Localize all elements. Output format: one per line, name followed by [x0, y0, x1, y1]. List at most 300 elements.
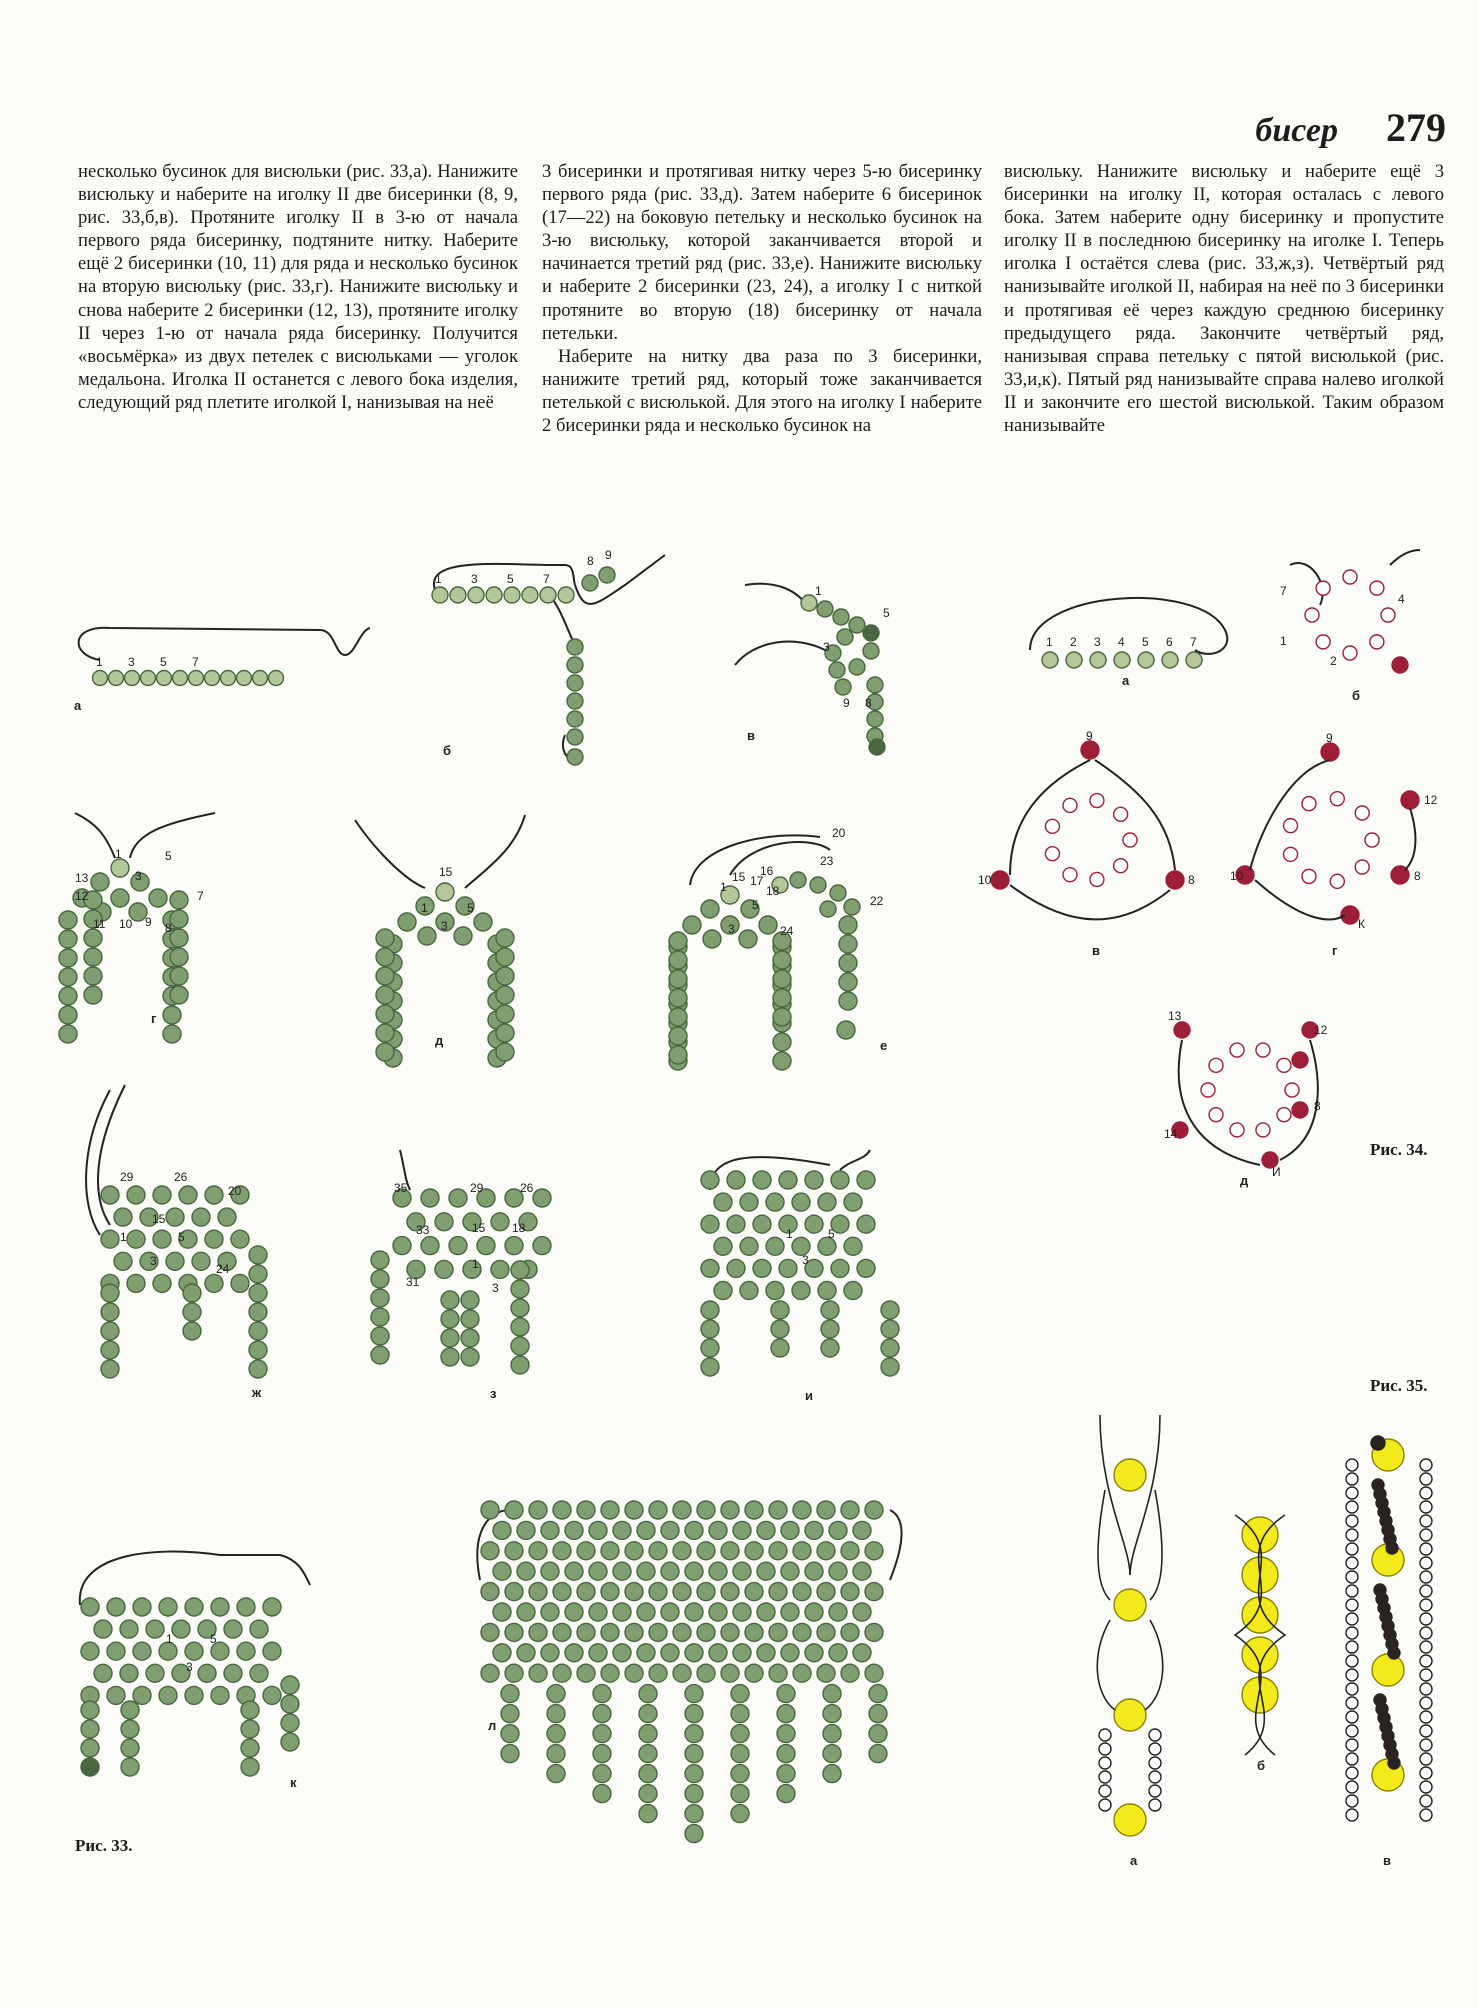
bead	[205, 1274, 223, 1292]
bead	[823, 1685, 841, 1703]
bead-number: 5	[1142, 635, 1149, 649]
bead	[418, 927, 436, 945]
bead	[1321, 743, 1339, 761]
bead	[101, 1230, 119, 1248]
bead	[101, 1186, 119, 1204]
bead	[567, 657, 583, 673]
bead	[173, 671, 188, 686]
bead	[517, 1603, 535, 1621]
bead	[376, 1043, 394, 1061]
bead	[792, 1193, 810, 1211]
bead	[547, 1765, 565, 1783]
bead	[589, 1603, 607, 1621]
bead	[149, 889, 167, 907]
bead	[731, 1805, 749, 1823]
bead	[697, 1542, 715, 1560]
thread	[1405, 808, 1415, 870]
bead-number: 1	[720, 880, 727, 894]
bead	[141, 671, 156, 686]
bead	[810, 877, 826, 893]
bead	[496, 1043, 514, 1061]
bead	[1420, 1669, 1432, 1681]
bead	[183, 1303, 201, 1321]
panel-letter: а	[1122, 673, 1130, 688]
bead	[81, 1642, 99, 1660]
bead	[1392, 657, 1408, 673]
bead	[649, 1542, 667, 1560]
fig33-panel-k	[70, 1525, 360, 1795]
bead	[805, 1603, 823, 1621]
bead	[727, 1171, 745, 1189]
bead	[1114, 807, 1128, 821]
bead	[1420, 1529, 1432, 1541]
bead	[281, 1695, 299, 1713]
bead	[491, 1213, 509, 1231]
bead	[1343, 570, 1357, 584]
bead	[517, 1521, 535, 1539]
bead	[625, 1664, 643, 1682]
paragraph: 3 бисеринки и протягивая нитку через 5-ю бисеринку первого ряда (рис. 33,д). Затем наберите 6 бисеринок (17—22) на боковую петельку и несколько бусинок на 3-ю висюльку, которой заканчивается второй и начинается третий ряд (рис. 33,е). Нанижите висюльку и наберите 2 бисеринки (23, 24), а иголку I с ниткой протяните во вторую (18) бисеринку от начала петельки.	[542, 161, 982, 344]
bead	[558, 587, 574, 603]
bead	[757, 1603, 775, 1621]
bead	[625, 1542, 643, 1560]
bead	[547, 1685, 565, 1703]
bead-group	[669, 826, 884, 1070]
bead	[81, 1701, 99, 1719]
bead	[1346, 1557, 1358, 1569]
bead	[133, 1598, 151, 1616]
bead	[1346, 1669, 1358, 1681]
bead	[541, 1603, 559, 1621]
thread	[130, 813, 215, 858]
bead	[127, 1186, 145, 1204]
bead	[81, 1598, 99, 1616]
bead	[701, 1259, 719, 1277]
bead	[1230, 1043, 1244, 1057]
bead	[637, 1562, 655, 1580]
bead	[1346, 1655, 1358, 1667]
bead	[153, 1230, 171, 1248]
bead	[685, 1705, 703, 1723]
bead-group	[371, 1150, 551, 1374]
fig35-panel-a	[1080, 1415, 1190, 1870]
bead-group	[477, 1501, 901, 1843]
fig34-caption: Рис. 34.	[1370, 1140, 1428, 1159]
bead	[1346, 1753, 1358, 1765]
bead	[376, 929, 394, 947]
bead	[831, 1259, 849, 1277]
bead	[1420, 1515, 1432, 1527]
bead	[1346, 1529, 1358, 1541]
bead	[841, 1664, 859, 1682]
bead	[121, 1701, 139, 1719]
bead	[731, 1725, 749, 1743]
bead	[639, 1745, 657, 1763]
bead	[59, 987, 77, 1005]
bead-number: 3	[135, 869, 142, 883]
bead-number: 1	[1046, 635, 1053, 649]
bead	[721, 1583, 739, 1601]
bead	[376, 948, 394, 966]
bead	[709, 1521, 727, 1539]
bead	[553, 1623, 571, 1641]
bead	[241, 1701, 259, 1719]
bead	[1420, 1753, 1432, 1765]
bead	[759, 916, 777, 934]
bead	[593, 1745, 611, 1763]
bead	[701, 1301, 719, 1319]
bead	[237, 1598, 255, 1616]
bead	[101, 1284, 119, 1302]
thread	[1145, 1620, 1163, 1710]
bead-group	[1235, 1515, 1285, 1755]
bead	[449, 1237, 467, 1255]
bead-number: 7	[1280, 584, 1287, 598]
bead	[441, 1329, 459, 1347]
bead	[625, 1583, 643, 1601]
bead	[769, 1583, 787, 1601]
bead	[1388, 1757, 1400, 1769]
bead-number: 9	[605, 548, 612, 562]
bead	[107, 1642, 125, 1660]
bead	[170, 986, 188, 1004]
bead	[817, 1623, 835, 1641]
fig34-panel-g	[1230, 730, 1460, 960]
bead	[94, 1620, 112, 1638]
bead	[253, 671, 268, 686]
bead	[820, 901, 836, 917]
bead-number: 8	[865, 696, 872, 710]
bead	[1045, 819, 1059, 833]
bead-number: 1	[815, 584, 822, 598]
bead	[669, 1046, 687, 1064]
bead	[637, 1603, 655, 1621]
fig34-panel-b	[1270, 545, 1450, 705]
bead-number: 5	[467, 901, 474, 915]
bead	[1330, 792, 1344, 806]
bead-number: 23	[820, 854, 834, 868]
bead	[709, 1562, 727, 1580]
bead	[673, 1623, 691, 1641]
bead-group	[80, 1552, 310, 1776]
panel-letter: в	[1383, 1853, 1391, 1868]
bead	[263, 1686, 281, 1704]
bead	[781, 1603, 799, 1621]
bead	[1346, 1487, 1358, 1499]
bead-number: 1	[166, 1632, 173, 1646]
bead	[637, 1644, 655, 1662]
bead	[669, 932, 687, 950]
bead-number: 2	[1070, 635, 1077, 649]
bead	[481, 1623, 499, 1641]
bead	[376, 986, 394, 1004]
bead	[84, 929, 102, 947]
bead	[661, 1644, 679, 1662]
fig33-panel-l	[470, 1470, 930, 1880]
bead	[865, 1501, 883, 1519]
bead	[241, 1758, 259, 1776]
bead	[625, 1623, 643, 1641]
paragraph: несколько бусинок для висюльки (рис. 33,а). Нанижите висюльку и наберите на иголку II две бисеринки (8, 9, рис. 33,б,в). Протяните иголку II в 3-ю от начала первого ряда бисеринку, подтяните нитку. Наберите ещё 2 бисеринки (10, 11) для ряда и несколько бусинок на вторую висюльку (рис. 33,г). Нанижите висюльку и снова наберите 2 бисеринки (12, 13), протяните иголку II через 1-ю от начала ряда бисеринку. Получится «восьмёрка» из двух петелек с висюльками — уголок медальона. Иголка II останется с левого бока изделия, следующий ряд плетите иголкой I, нанизывая на неё	[78, 161, 518, 413]
bead-number: 3	[728, 922, 735, 936]
bead	[84, 967, 102, 985]
bead	[853, 1562, 871, 1580]
bead-number: 18	[766, 884, 780, 898]
bead	[183, 1284, 201, 1302]
bead	[157, 671, 172, 686]
bead	[773, 1052, 791, 1070]
bead	[1114, 859, 1128, 873]
bead	[1346, 1711, 1358, 1723]
bead	[127, 1274, 145, 1292]
bead	[817, 1664, 835, 1682]
bead	[529, 1542, 547, 1560]
bead	[669, 951, 687, 969]
bead	[249, 1284, 267, 1302]
bead	[669, 970, 687, 988]
bead	[881, 1301, 899, 1319]
bead-number: 13	[75, 871, 89, 885]
bead	[777, 1765, 795, 1783]
bead	[757, 1562, 775, 1580]
bead	[1371, 1436, 1385, 1450]
bead	[468, 587, 484, 603]
bead	[601, 1583, 619, 1601]
bead	[1149, 1785, 1161, 1797]
bead	[727, 1215, 745, 1233]
bead	[857, 1215, 875, 1233]
bead	[486, 587, 502, 603]
bead	[237, 671, 252, 686]
bead	[697, 1501, 715, 1519]
bead	[829, 662, 845, 678]
bead	[567, 693, 583, 709]
bead-number: 1	[786, 1227, 793, 1241]
bead	[577, 1664, 595, 1682]
bead	[263, 1642, 281, 1660]
bead	[454, 927, 472, 945]
bead	[833, 609, 849, 625]
bead	[1346, 1585, 1358, 1597]
bead-number: 20	[228, 1184, 242, 1198]
bead	[757, 1521, 775, 1539]
bead	[170, 967, 188, 985]
thread	[1097, 1620, 1115, 1710]
thread	[1390, 550, 1420, 565]
bead-number: 10	[1230, 869, 1244, 883]
bead	[1420, 1487, 1432, 1499]
panel-letter: б	[443, 743, 452, 758]
bead	[613, 1562, 631, 1580]
bead	[505, 1664, 523, 1682]
bead	[839, 973, 857, 991]
bead	[461, 1329, 479, 1347]
bead	[703, 930, 721, 948]
bead	[101, 1341, 119, 1359]
bead	[857, 1259, 875, 1277]
bead	[766, 1193, 784, 1211]
bead-number: 20	[832, 826, 846, 840]
bead	[59, 949, 77, 967]
bead	[1420, 1599, 1432, 1611]
bead	[1042, 652, 1058, 668]
bead	[281, 1733, 299, 1751]
bead	[839, 935, 857, 953]
bead	[567, 711, 583, 727]
bead-group	[432, 548, 665, 765]
bead	[1284, 819, 1298, 833]
bead	[170, 891, 188, 909]
bead	[1370, 581, 1384, 595]
bead-group	[1030, 598, 1227, 668]
bead	[533, 1237, 551, 1255]
bead-number: 14	[1164, 1127, 1178, 1141]
bead	[1090, 652, 1106, 668]
bead	[823, 1745, 841, 1763]
bead-number: 9	[1086, 729, 1093, 743]
bead	[853, 1603, 871, 1621]
bead	[449, 1189, 467, 1207]
bead	[1256, 1043, 1270, 1057]
bead	[529, 1664, 547, 1682]
fig35-panel-b	[1215, 1515, 1305, 1775]
bead	[1346, 1473, 1358, 1485]
panel-letter: д	[435, 1033, 444, 1048]
bead	[185, 1642, 203, 1660]
bead	[553, 1664, 571, 1682]
bead	[740, 1237, 758, 1255]
bead	[863, 625, 879, 641]
bead-number: 3	[128, 655, 135, 669]
bead	[185, 1686, 203, 1704]
bead-number: 12	[75, 889, 89, 903]
bead	[829, 1603, 847, 1621]
bead-number: 5	[507, 572, 514, 586]
bead	[1420, 1585, 1432, 1597]
bead	[1346, 1543, 1358, 1555]
bead	[1302, 869, 1316, 883]
bead	[133, 1642, 151, 1660]
bead	[249, 1360, 267, 1378]
bead	[192, 1208, 210, 1226]
bead	[839, 916, 857, 934]
bead	[793, 1623, 811, 1641]
bead-group	[59, 813, 215, 1043]
page-header	[1255, 104, 1446, 151]
bead	[1099, 1785, 1111, 1797]
bead	[1365, 833, 1379, 847]
bead-number: 15	[152, 1212, 166, 1226]
bead	[1099, 1799, 1111, 1811]
fig35-caption: Рис. 35.	[1370, 1376, 1428, 1395]
bead	[769, 1542, 787, 1560]
bead	[121, 1739, 139, 1757]
bead	[1420, 1697, 1432, 1709]
bead	[709, 1603, 727, 1621]
bead-number: 10	[119, 917, 133, 931]
bead	[697, 1623, 715, 1641]
bead	[91, 873, 109, 891]
bead	[669, 1008, 687, 1026]
bead-number: 22	[870, 894, 884, 908]
thread	[840, 1150, 870, 1170]
bead	[501, 1725, 519, 1743]
bead	[1346, 1613, 1358, 1625]
bead	[991, 871, 1009, 889]
bead	[170, 948, 188, 966]
bead-number: 12	[1424, 793, 1438, 807]
bead	[393, 1237, 411, 1255]
bead	[589, 1644, 607, 1662]
bead	[818, 1282, 836, 1300]
bead-number: 26	[174, 1170, 188, 1184]
bead	[740, 1193, 758, 1211]
bead	[1292, 1052, 1308, 1068]
bead	[771, 1339, 789, 1357]
paragraph: висюльку. Нанижите висюльку и наберите ещё 3 бисеринки на иголку II, которая осталась с левого бока. Затем наберите одну бисеринку и пропустите иголку II в последнюю бисеринку на иголке I. Теперь иголка I остаётся слева (рис. 33,ж,з). Четвёртый ряд нанизывайте иголкой II, набирая на неё по 3 бисеринки и протягивая её через каждую среднюю бисеринку предыдущего ряда. Закончите четвёртый ряд, нанизывая справа петельку с пятой висюлькой (рис. 33,и,к). Пятый ряд нанизывайте справа налево иголкой II и закончите его шестой висюлькой. Таким образом нанизывайте	[1004, 161, 1444, 437]
bead-group	[978, 729, 1195, 919]
bead	[1230, 1123, 1244, 1137]
bead-number: 3	[802, 1253, 809, 1267]
bead	[59, 911, 77, 929]
bead	[777, 1685, 795, 1703]
bead	[205, 1230, 223, 1248]
bead	[661, 1603, 679, 1621]
bead	[853, 1521, 871, 1539]
thread	[355, 820, 425, 888]
bead	[371, 1251, 389, 1269]
bead	[1114, 652, 1130, 668]
bead	[625, 1501, 643, 1519]
bead	[745, 1583, 763, 1601]
bead	[869, 1685, 887, 1703]
bead	[721, 1542, 739, 1560]
bead	[849, 617, 865, 633]
panel-letter: л	[488, 1718, 497, 1733]
bead	[781, 1521, 799, 1539]
panel-letter: з	[490, 1386, 497, 1401]
bead	[777, 1725, 795, 1743]
fig33-panel-v	[725, 555, 975, 765]
bead	[661, 1521, 679, 1539]
bead-number: И	[1272, 1165, 1281, 1179]
bead	[1370, 635, 1384, 649]
bead	[376, 967, 394, 985]
bead	[1114, 1699, 1146, 1731]
fig33-panel-a	[70, 610, 410, 720]
bead	[224, 1620, 242, 1638]
bead	[493, 1562, 511, 1580]
fig35-panel-v	[1330, 1415, 1450, 1870]
bead	[599, 567, 615, 583]
bead	[211, 1598, 229, 1616]
bead	[685, 1644, 703, 1662]
bead-number: 12	[1314, 1023, 1328, 1037]
bead	[731, 1745, 749, 1763]
bead	[865, 1583, 883, 1601]
bead	[721, 1623, 739, 1641]
bead	[673, 1501, 691, 1519]
bead	[771, 1320, 789, 1338]
bead	[757, 1644, 775, 1662]
panel-letter: е	[880, 1038, 888, 1053]
bead	[269, 671, 284, 686]
bead	[533, 1189, 551, 1207]
bead	[1063, 868, 1077, 882]
bead	[793, 1542, 811, 1560]
bead	[817, 1501, 835, 1519]
bead	[1149, 1799, 1161, 1811]
